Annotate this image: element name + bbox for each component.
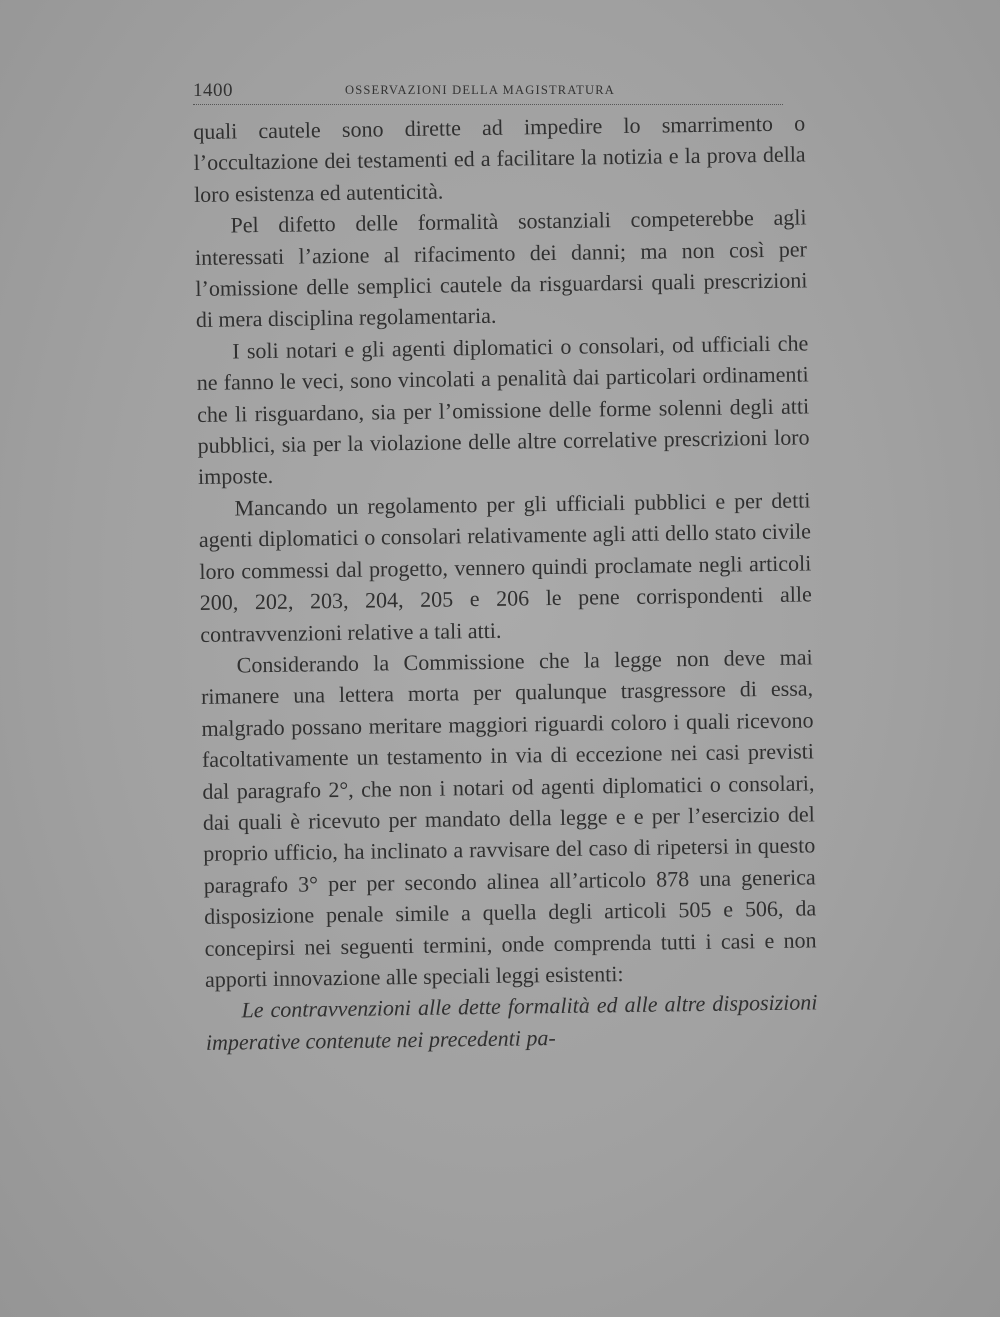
page-header (193, 80, 783, 104)
paragraph-1: quali cautele sono dirette ad impedire lo smarrimento o l’occultazione dei testamenti ed a facilitare la notizia e la prova della loro esistenza ed autenticità. (193, 110, 806, 207)
paragraph-6-italic: Le contravvenzioni alle dette formalità ed alle altre disposizioni imperative contenute nei precedenti pa- (205, 989, 818, 1055)
body-text (193, 107, 818, 1058)
page-number: 1400 (193, 80, 233, 101)
header-rule (193, 104, 783, 105)
paragraph-2: Pel difetto delle formalità sostanziali competerebbe agli interessati l’azione al rifacimento dei danni; ma non così per l’omissione delle semplici cautele da risguardarsi quali prescrizioni di mera disciplina regolamentaria. (194, 204, 808, 333)
running-title: OSSERVAZIONI DELLA MAGISTRATURA (345, 83, 616, 97)
paragraph-4: Mancando un regolamento per gli ufficiali pubblici e per detti agenti diplomatici o consolari relativamente agli atti dello stato civile loro commessi dal progetto, vennero quindi proclamate negli articoli 200, 202, 203, 204, 205 e 206 le pene corrispondenti alle contravvenzioni relative a tali atti. (198, 487, 812, 647)
paragraph-5: Considerando la Commissione che la legge non deve mai rimanere una lettera morta per qualunque trasgressore di essa, malgrado possano meritare maggiori riguardi coloro i quali ricevono facoltativamente un testamento in via di eccezione nei casi previsti dal paragrafo 2°, che non i notari od agenti diplomatici o consolari, dai quali è ricevuto per mandato della legge e e per l’esercizio del proprio ufficio, ha inclinato a ravvisare del caso di ripetersi in questo paragrafo 3° per per secondo alinea all’articolo 878 una generica disposizione penale simile a quella degli articoli 505 e 506, da concepirsi nei seguenti termini, onde comprenda tutti i casi e non apporti innovazione alle speciali leggi esistenti: (200, 644, 817, 992)
paragraph-3: I soli notari e gli agenti diplomatici o consolari, od ufficiali che ne fanno le veci, sono vincolati a penalità dai particolari ordinamenti che li risguardano, sia per l’omissione delle forme solenni degli atti pubblici, sia per la violazione delle altre correlative prescrizioni loro imposte. (196, 330, 810, 490)
